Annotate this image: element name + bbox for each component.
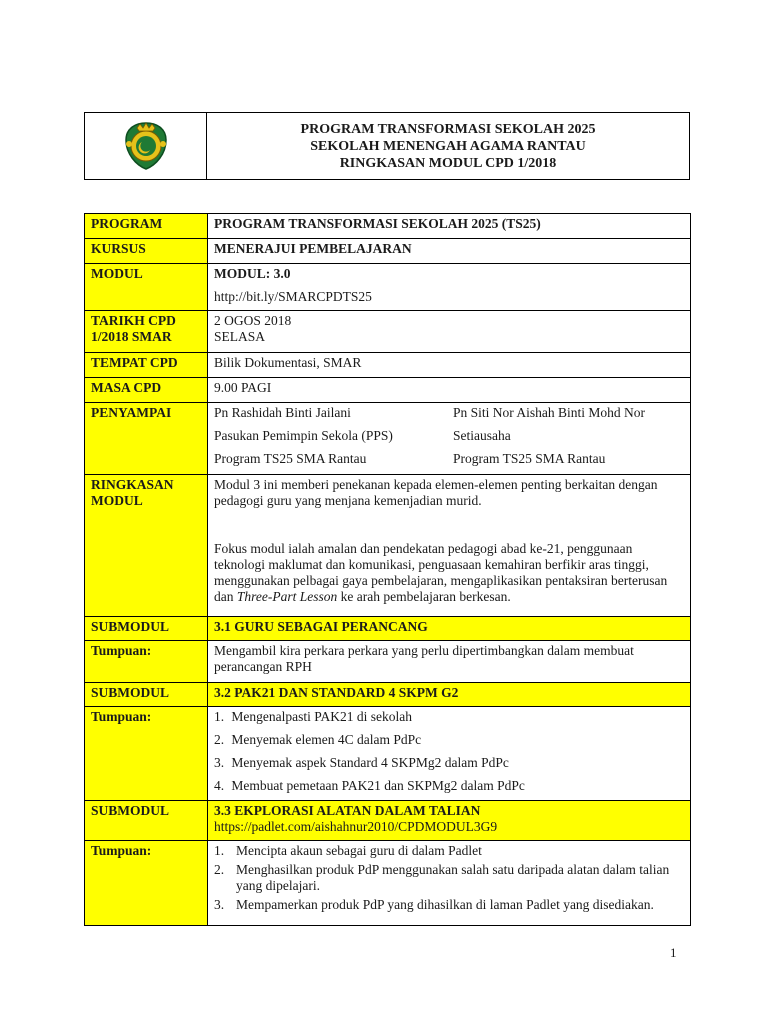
text-tumpuan-1: Mengambil kira perkara perkara yang perlu dipertimbangkan dalam membuat perancangan RPH [208,641,691,683]
label-program: PROGRAM [85,214,208,239]
module-summary-table [84,213,691,926]
title-submodul-1: 3.1 GURU SEBAGAI PERANCANG [208,617,691,641]
row-kursus [85,239,691,264]
modul-link[interactable]: http://bit.ly/SMARCPDTS25 [214,289,372,304]
label-submodul-2: SUBMODUL [85,683,208,707]
list-tumpuan-2 [208,707,691,801]
list-tumpuan-3 [208,841,691,926]
header-line-2: SEKOLAH MENENGAH AGAMA RANTAU [310,138,586,154]
value-tarikh [208,311,691,353]
row-submodul-2 [85,683,691,707]
header-line-3: RINGKASAN MODUL CPD 1/2018 [339,155,557,171]
title-submodul-3: 3.3 EKPLORASI ALATAN DALAM TALIAN https://padlet.com/aishahnur2010/CPDMODUL3G9 [208,801,691,841]
ringkasan-para-1: Modul 3 ini memberi penekanan kepada elemen-elemen penting berkaitan dengan pedagogi guru yang menjana kemenjadian murid. [214,477,658,508]
list-item: 3. Menyemak aspek Standard 4 SKPMg2 dalam PdPc [214,755,509,770]
presenter-2: Pn Siti Nor Aishah Binti Mohd Nor Setiausaha Program TS25 SMA Rantau [453,405,646,466]
tarikh-day: SELASA [214,329,266,344]
label-tumpuan-2: Tumpuan: [85,707,208,801]
row-submodul-1 [85,617,691,641]
label-submodul-1: SUBMODUL [85,617,208,641]
value-tempat: Bilik Dokumentasi, SMAR [208,353,691,378]
label-kursus: KURSUS [85,239,208,264]
label-tumpuan-1: Tumpuan: [85,641,208,683]
label-tumpuan-3: Tumpuan: [85,841,208,926]
school-crest-icon [120,120,172,172]
value-modul [208,264,691,311]
tarikh-date: 2 OGOS 2018 [214,313,292,328]
row-masa [85,378,691,403]
list-item: 3. Mempamerkan produk PdP yang dihasilkan di laman Padlet yang disediakan. [214,897,654,912]
row-modul [85,264,691,311]
row-submodul-3 [85,801,691,841]
header-table [84,112,690,180]
ringkasan-para-2: Fokus modul ialah amalan dan pendekatan pedagogi abad ke-21, penggunaan teknologi maklumat dan komunikasi, penguasaan kemahiran berfikir aras tinggi, menggunakan pelbagai gaya pembelajaran, mengaplikasikan pentaksiran berterusan dan Three-Part Lesson ke arah pembelajaran berkesan. [214,541,668,604]
label-modul: MODUL [85,264,208,311]
value-program: PROGRAM TRANSFORMASI SEKOLAH 2025 (TS25) [208,214,691,239]
row-penyampai [85,403,691,475]
row-tempat [85,353,691,378]
label-tempat: TEMPAT CPD [85,353,208,378]
label-submodul-3: SUBMODUL [85,801,208,841]
list-item: 1. Mengenalpasti PAK21 di sekolah [214,709,412,724]
list-item: 1. Mencipta akaun sebagai guru di dalam Padlet [214,843,482,858]
modul-number: MODUL: 3.0 [214,266,291,281]
page-number: 1 [670,945,677,960]
header-title-cell [207,113,689,179]
padlet-link[interactable]: https://padlet.com/aishahnur2010/CPDMODUL3G9 [214,819,498,834]
label-tarikh: TARIKH CPD 1/2018 SMAR [85,311,208,353]
row-tumpuan-3 [85,841,691,926]
label-masa: MASA CPD [85,378,208,403]
value-kursus: MENERAJUI PEMBELAJARAN [208,239,691,264]
header-line-1: PROGRAM TRANSFORMASI SEKOLAH 2025 [300,121,596,137]
row-ringkasan [85,475,691,617]
list-item: 4. Membuat pemetaan PAK21 dan SKPMg2 dalam PdPc [214,778,525,793]
list-item: 2. Menyemak elemen 4C dalam PdPc [214,732,422,747]
list-item: 2. Menghasilkan produk PdP menggunakan salah satu daripada alatan dalam talian yang dipelajari. [214,862,670,893]
logo-cell [85,113,207,179]
value-masa: 9.00 PAGI [208,378,691,403]
label-ringkasan: RINGKASAN MODUL [85,475,208,617]
value-penyampai [208,403,691,475]
presenter-1: Pn Rashidah Binti Jailani Pasukan Pemimpin Sekola (PPS) Program TS25 SMA Rantau [214,405,393,466]
row-tumpuan-2 [85,707,691,801]
row-program [85,214,691,239]
row-tarikh [85,311,691,353]
row-tumpuan-1 [85,641,691,683]
label-penyampai: PENYAMPAI [85,403,208,475]
value-ringkasan [208,475,691,617]
title-submodul-2: 3.2 PAK21 DAN STANDARD 4 SKPM G2 [208,683,691,707]
